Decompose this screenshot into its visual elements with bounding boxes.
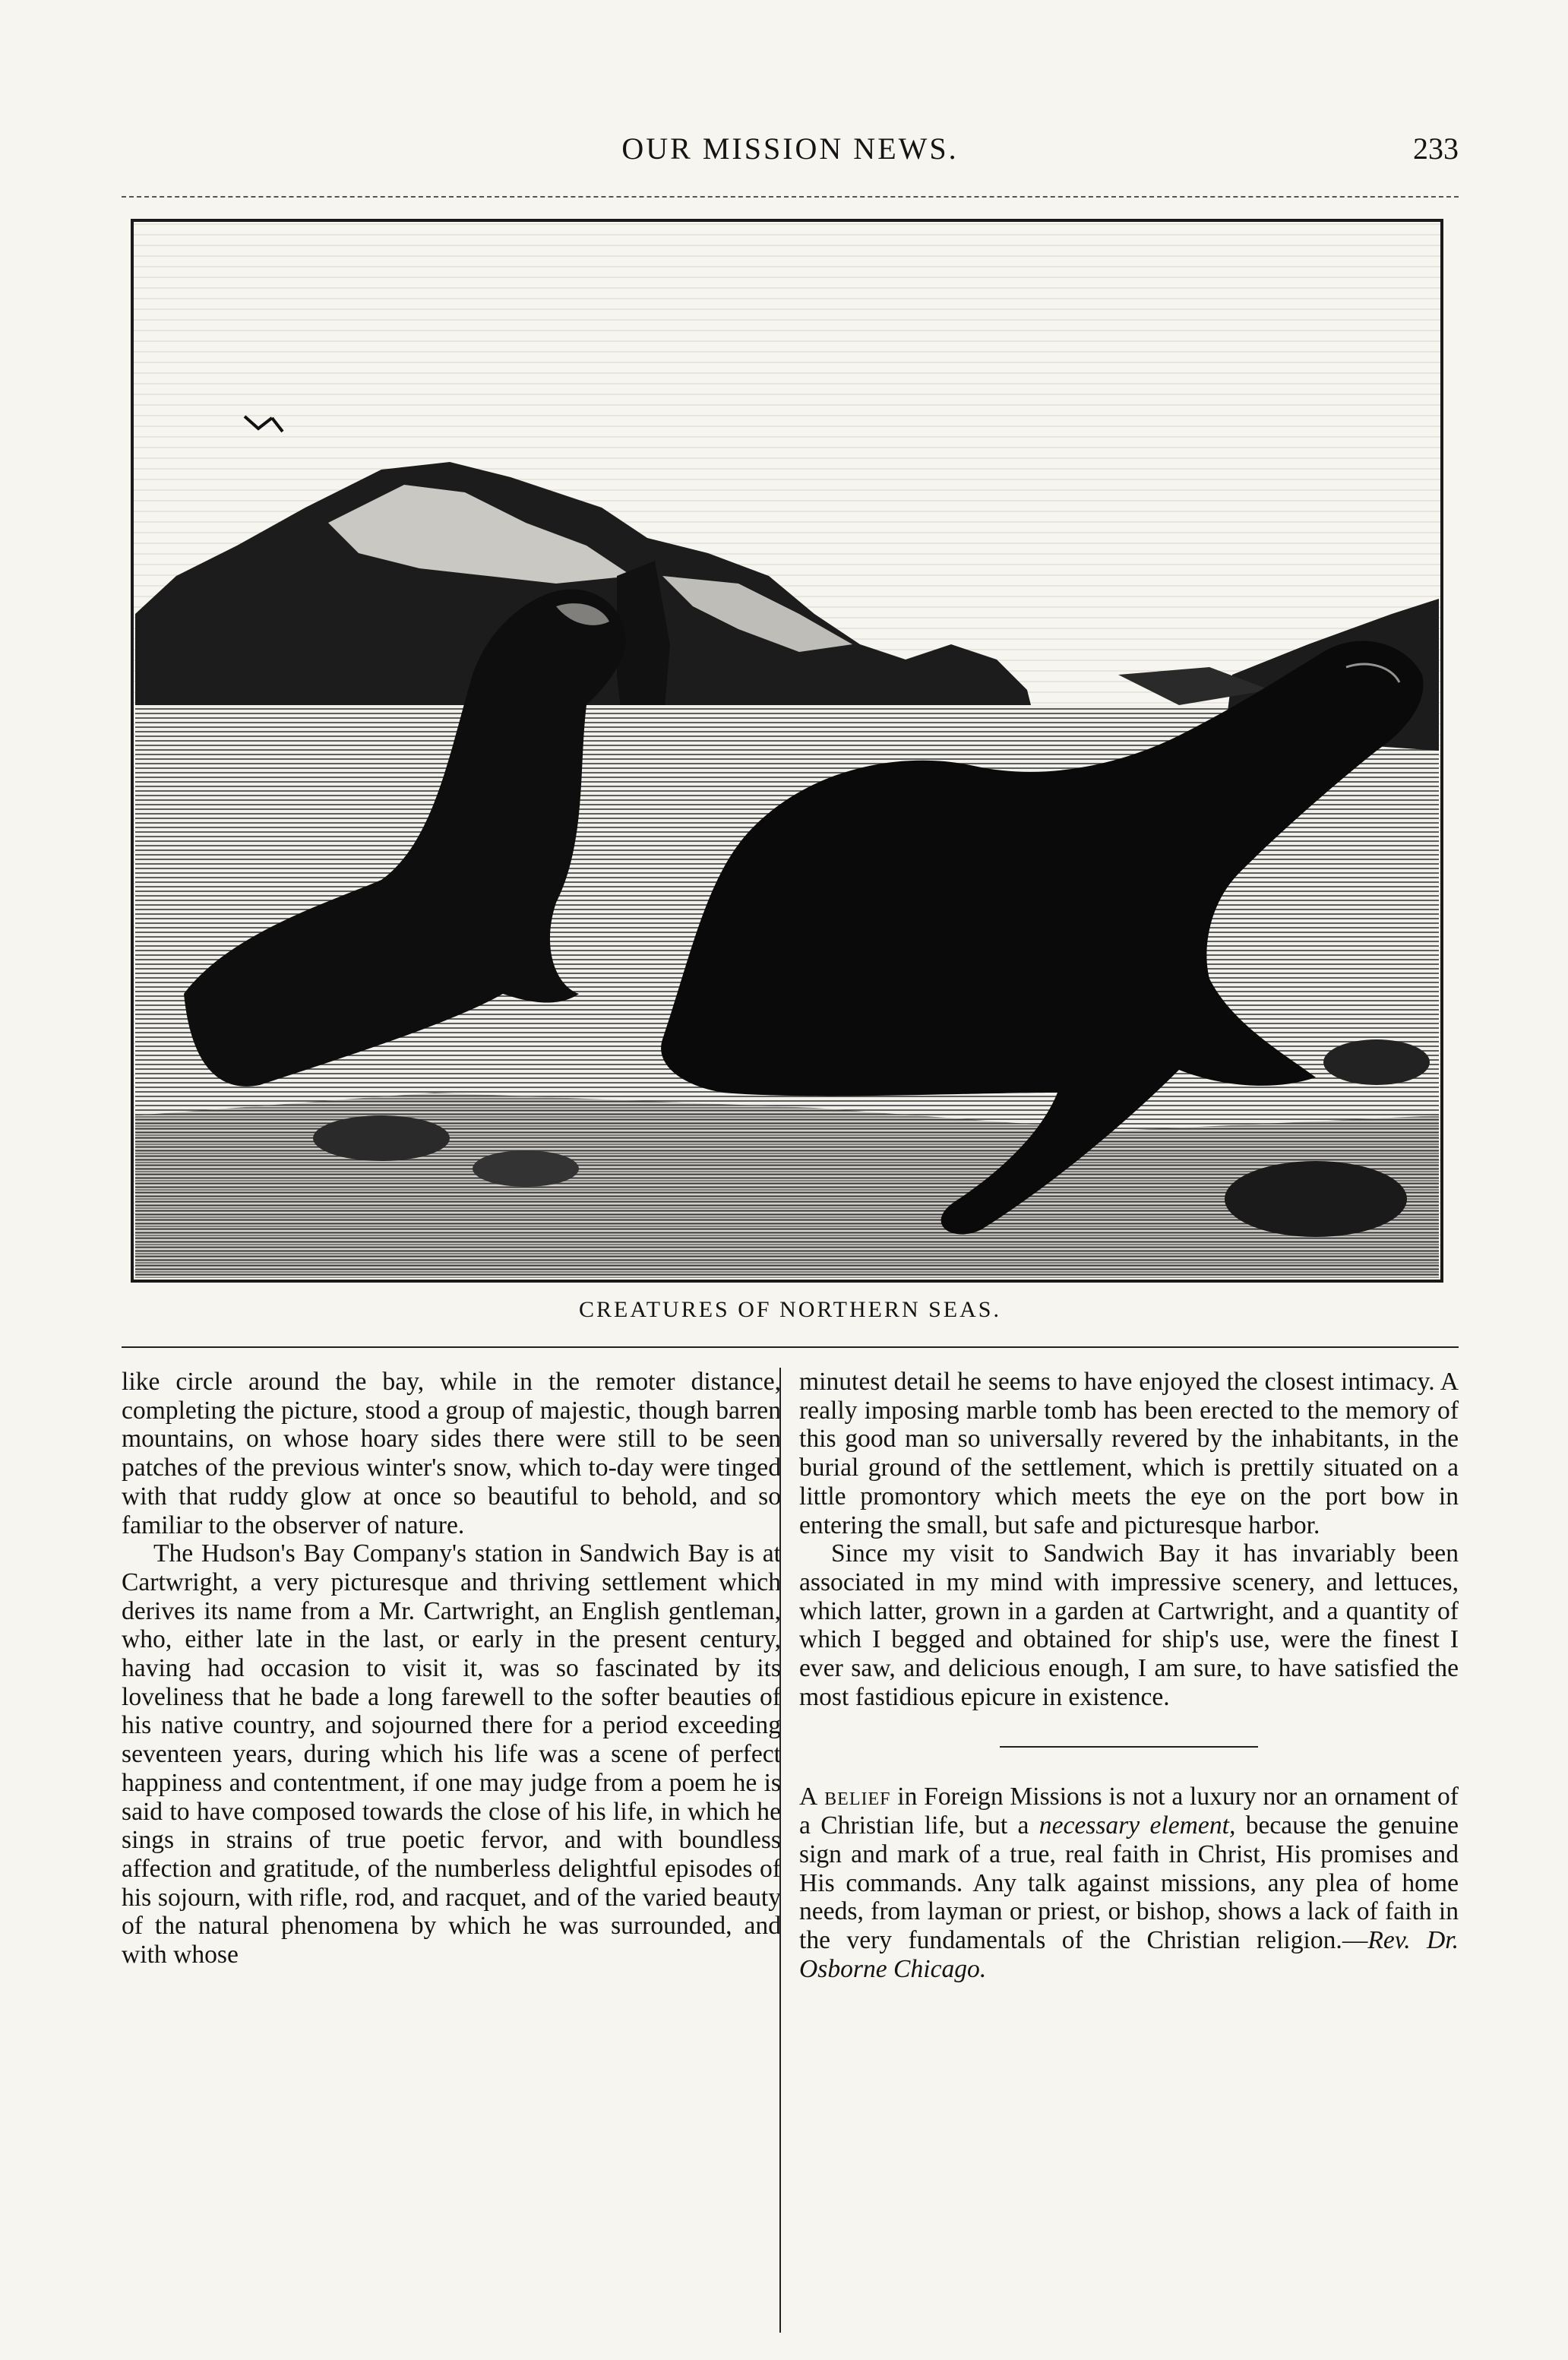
quote-emphasis: necessary element, [1038,1811,1236,1840]
article-paragraph: like circle around the bay, while in the remoter distance, completing the picture, stood a group of majestic, though barren mountains, on whose hoary sides there were still to be seen patches of the previous winter's snow, which to-day were tinged with that ruddy glow at once so beautiful to behold, and so familiar to the observer of nature. [122,1368,781,1539]
seal-engraving [131,219,1443,1283]
quote-text: because the genuine sign and mark of a true, real faith in Christ, His promises and His commands. Any talk against missions, any plea of home needs, from layman or priest, or bishop, shows a lack of faith in the very fundamentals of the Christian religion.— [799,1811,1459,1954]
engraving-illustration [131,219,1443,1283]
foreground-rock [313,1115,450,1161]
article-paragraph: minutest detail he seems to have enjoyed the closest intimacy. A really imposing marble tomb has been erected to the memory of this good man so universally revered by the inhabitants, in the burial ground of the settlement, which is prettily situated on a little promontory which meets the eye on the port bow in entering the small, but safe and picturesque harbor. [799,1368,1459,1539]
foreground-rock [1225,1161,1407,1237]
quote-text: in Foreign Missions is not a luxury nor an ornament of a Christian life, but a [799,1783,1459,1840]
page-number: 233 [1413,131,1459,166]
section-separator [1000,1746,1258,1748]
right-column [799,1368,1459,1983]
left-column [122,1368,781,1969]
article-paragraph: Since my visit to Sandwich Bay it has invariably been associated in my mind with impressive scenery, and lettuces, which latter, grown in a garden at Cartwright, and a quantity of which I begged and obtained for ship's use, were the finest I ever saw, and delicious enough, I am sure, to have satisfied the most fastidious epicure in existence. [799,1539,1459,1711]
article-paragraph: The Hudson's Bay Company's station in Sandwich Bay is at Cartwright, a very picturesque and thriving settlement which derives its name from a Mr. Cartwright, an English gentleman, who, either late in the last, or early in the present century, having had occasion to visit it, was so fascinated by its loveliness that he bade a long farewell to the softer beauties of his native country, and sojourned there for a period exceeding seventeen years, during which his life was a scene of perfect happiness and contentment, if one may judge from a poem he is said to have composed towards the close of his life, in which he sings in strains of true poetic fervor, and with boundless affection and gratitude, of the numberless delightful episodes of his sojourn, with rifle, rod, and racquet, and of the varied beauty of the natural phenomena by which he was surrounded, and with whose [122,1539,781,1969]
running-head [122,128,1459,173]
quote-paragraph [799,1783,1459,1983]
journal-title: OUR MISSION NEWS. [621,131,959,166]
header-rule [122,196,1459,198]
caption-rule [122,1346,1459,1348]
quote-lead: A belief [799,1783,891,1811]
figure-caption: CREATURES OF NORTHERN SEAS. [579,1297,1001,1322]
quote-attribution: Rev. Dr. Osborne Chicago. [799,1925,1459,1983]
column-divider [779,1368,781,2333]
